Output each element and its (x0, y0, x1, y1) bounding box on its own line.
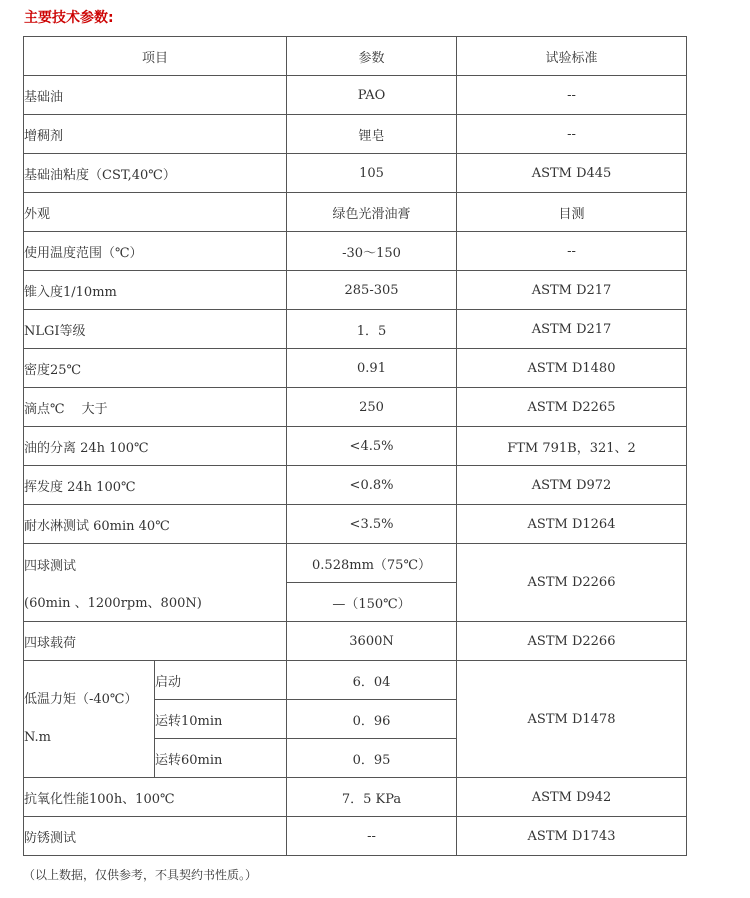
row-standard: FTM 791B，321、2 (457, 427, 687, 466)
row-item: 油的分离 24h 100℃ (24, 427, 287, 466)
header-item: 项目 (24, 37, 287, 76)
row-standard: ASTM D2266 (457, 622, 687, 661)
row-standard: ASTM D1264 (457, 505, 687, 544)
row-param: 250 (287, 388, 457, 427)
row-standard: -- (457, 115, 687, 154)
table-row (24, 505, 687, 544)
row-item: 使用温度范围（℃） (24, 232, 287, 271)
row-item: 密度25℃ (24, 349, 287, 388)
low-temp-sub-param: 0．96 (287, 700, 457, 739)
table-row (24, 778, 687, 817)
table-row (24, 115, 687, 154)
row-standard: ASTM D1743 (457, 817, 687, 856)
row-item: 挥发度 24h 100℃ (24, 466, 287, 505)
low-temp-torque-row (24, 661, 687, 700)
row-param: 1．5 (287, 310, 457, 349)
row-item: 滴点℃ 大于 (24, 388, 287, 427)
four-ball-test-param-150: —（150℃） (287, 583, 457, 622)
header-param: 参数 (287, 37, 457, 76)
row-param: <3.5% (287, 505, 457, 544)
table-row (24, 232, 687, 271)
table-row (24, 388, 687, 427)
low-temp-torque-standard: ASTM D1478 (457, 661, 687, 778)
four-ball-test-label: 四球测试 (24, 558, 77, 574)
table-row (24, 310, 687, 349)
row-param: -- (287, 817, 457, 856)
row-item: 增稠剂 (24, 115, 287, 154)
disclaimer-note: （以上数据，仅供参考，不具契约书性质。） (23, 868, 258, 882)
table-row (24, 154, 687, 193)
four-ball-test-row (24, 544, 687, 583)
table-row (24, 622, 687, 661)
row-standard: ASTM D217 (457, 310, 687, 349)
row-item: 防锈测试 (24, 817, 287, 856)
row-item: 基础油 (24, 76, 287, 115)
row-param: 7．5 KPa (287, 778, 457, 817)
row-param: <4.5% (287, 427, 457, 466)
table-row (24, 193, 687, 232)
low-temp-sub-label: 运转60min (155, 739, 287, 778)
header-standard: 试验标准 (457, 37, 687, 76)
row-param: 3600N (287, 622, 457, 661)
row-param: 285-305 (287, 271, 457, 310)
table-row (24, 427, 687, 466)
four-ball-test-item (24, 544, 287, 622)
table-header-row (24, 37, 687, 76)
table-row (24, 271, 687, 310)
row-standard: -- (457, 76, 687, 115)
low-temp-sub-param: 6．04 (287, 661, 457, 700)
row-param: 锂皂 (287, 115, 457, 154)
row-param: PAO (287, 76, 457, 115)
row-item: 锥入度1/10mm (24, 271, 287, 310)
row-standard: 目测 (457, 193, 687, 232)
four-ball-test-standard: ASTM D2266 (457, 544, 687, 622)
row-standard: ASTM D1480 (457, 349, 687, 388)
low-temp-sub-label: 运转10min (155, 700, 287, 739)
table-row (24, 466, 687, 505)
low-temp-torque-item: 低温力矩（-40℃）N.m (24, 661, 155, 778)
row-item: 耐水淋测试 60min 40℃ (24, 505, 287, 544)
row-item: NLGI等级 (24, 310, 287, 349)
four-ball-test-param-75: 0.528mm（75℃） (287, 544, 457, 583)
tech-params-table (23, 36, 687, 856)
low-temp-sub-label: 启动 (155, 661, 287, 700)
row-standard: ASTM D2265 (457, 388, 687, 427)
row-param: <0.8% (287, 466, 457, 505)
row-standard: ASTM D217 (457, 271, 687, 310)
row-item: 基础油粘度（CST,40℃） (24, 154, 287, 193)
row-param: 绿色光滑油膏 (287, 193, 457, 232)
section-title: 主要技术参数: (24, 10, 114, 26)
row-standard: -- (457, 232, 687, 271)
low-temp-sub-param: 0．95 (287, 739, 457, 778)
four-ball-test-conditions: (60min 、1200rpm、800N) (24, 595, 202, 611)
table-row (24, 349, 687, 388)
row-param: 0.91 (287, 349, 457, 388)
row-standard: ASTM D445 (457, 154, 687, 193)
row-standard: ASTM D972 (457, 466, 687, 505)
row-standard: ASTM D942 (457, 778, 687, 817)
table-row (24, 817, 687, 856)
row-item: 四球载荷 (24, 622, 287, 661)
row-item: 抗氧化性能100h、100℃ (24, 778, 287, 817)
row-param: 105 (287, 154, 457, 193)
row-item: 外观 (24, 193, 287, 232)
row-param: -30～150 (287, 232, 457, 271)
table-row (24, 76, 687, 115)
